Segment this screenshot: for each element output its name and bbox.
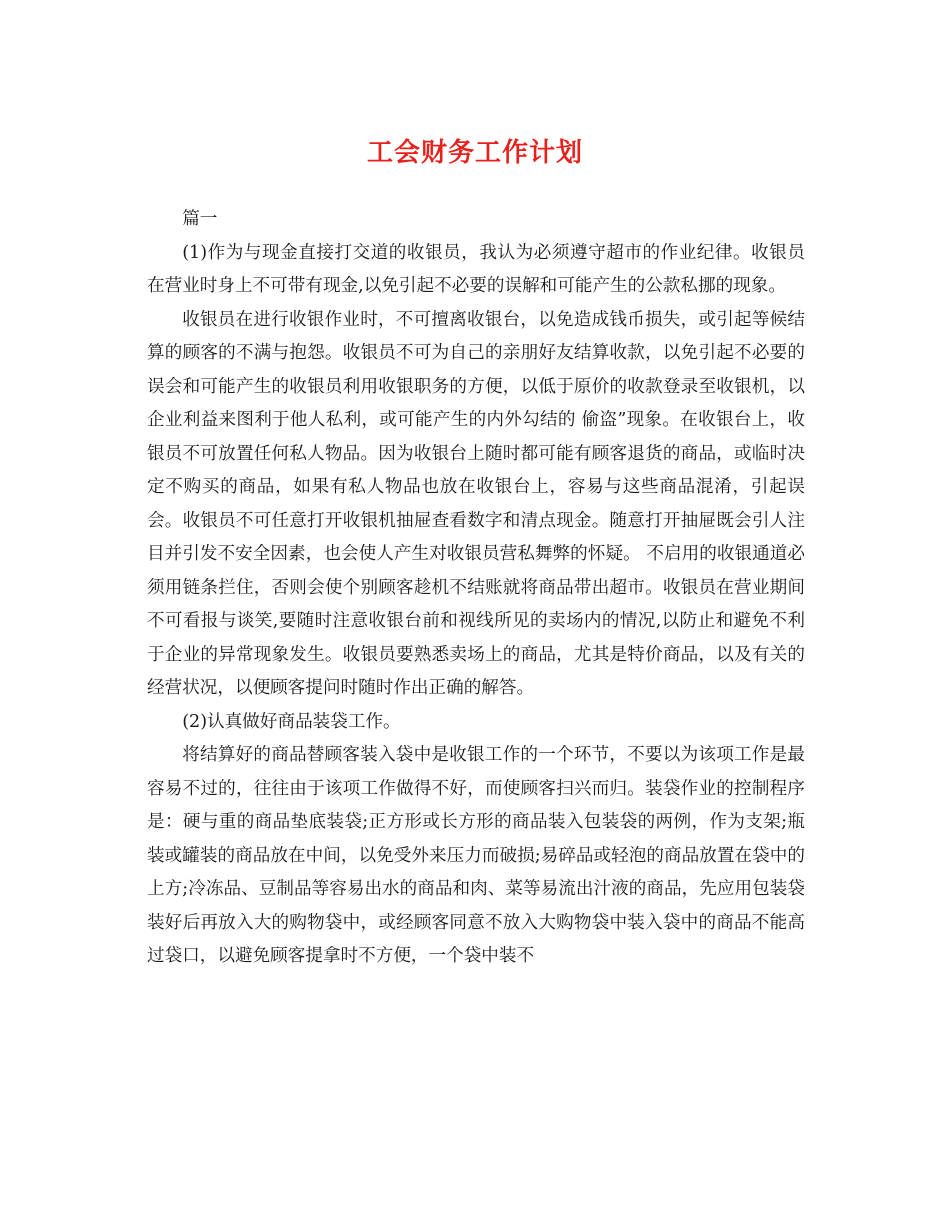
paragraph: 将结算好的商品替顾客装入袋中是收银工作的一个环节，不要以为该项工作是最容易不过的，往往由于该项工作做得不好，而使顾客扫兴而归。装袋作业的控制程序是：硬与重的商品垫底装袋;正方形或长方形的商品装入包装袋的两例，作为支架;瓶装或罐装的商品放在中间，以免受外来压力而破损;易碎品或轻泡的商品放置在袋中的上方;冷冻品、豆制品等容易出水的商品和肉、菜等易流出汁液的商品，先应用包装袋装好后再放入大的购物袋中，或经顾客同意不放入大购物袋中装入袋中的商品不能高过袋口，以避免顾客提拿时不方便，一个袋中装不 (147, 745, 805, 966)
paragraph: (1)作为与现金直接打交道的收银员，我认为必须遵守超市的作业纪律。收银员在营业时身上不可带有现金,以免引起不必要的误解和可能产生的公款私挪的现象。 (147, 242, 805, 296)
paragraph: (2)认真做好商品装袋工作。 (182, 711, 401, 732)
document-title: 工会财务工作计划 (366, 138, 583, 168)
paragraph: 收银员在进行收银作业时，不可擅离收银台，以免造成钱币损失，或引起等候结算的顾客的不满与抱怨。收银员不可为自己的亲朋好友结算收款，以免引起不必要的误会和可能产生的收银员利用收银职务的方便，以低于原价的收款登录至收银机，以企业利益来图利于他人私利，或可能产生的内外勾结的 偷盗”现象。在收银台上，收银员不可放置任何私人物品。因为收银台上随时都可能有顾客退货的商品，或临时决定不购买的商品，如果有私人物品也放在收银台上，容易与这些商品混淆，引起误会。收银员不可任意打开收银机抽屉查看数字和清点现金。随意打开抽屉既会引人注目并引发不安全因素，也会使人产生对收银员营私舞弊的怀疑。 不启用的收银通道必须用链条拦住，否则会使个别顾客趁机不结账就将商品带出超市。收银员在营业期间不可看报与谈笑,要随时注意收银台前和视线所见的卖场内的情况,以防止和避免不利于企业的异常现象发生。收银员要熟悉卖场上的商品，尤其是特价商品，以及有关的经营状况，以便顾客提问时随时作出正确的解答。 (147, 309, 805, 698)
section-heading: 篇一 (182, 209, 218, 229)
document-body (147, 203, 805, 974)
